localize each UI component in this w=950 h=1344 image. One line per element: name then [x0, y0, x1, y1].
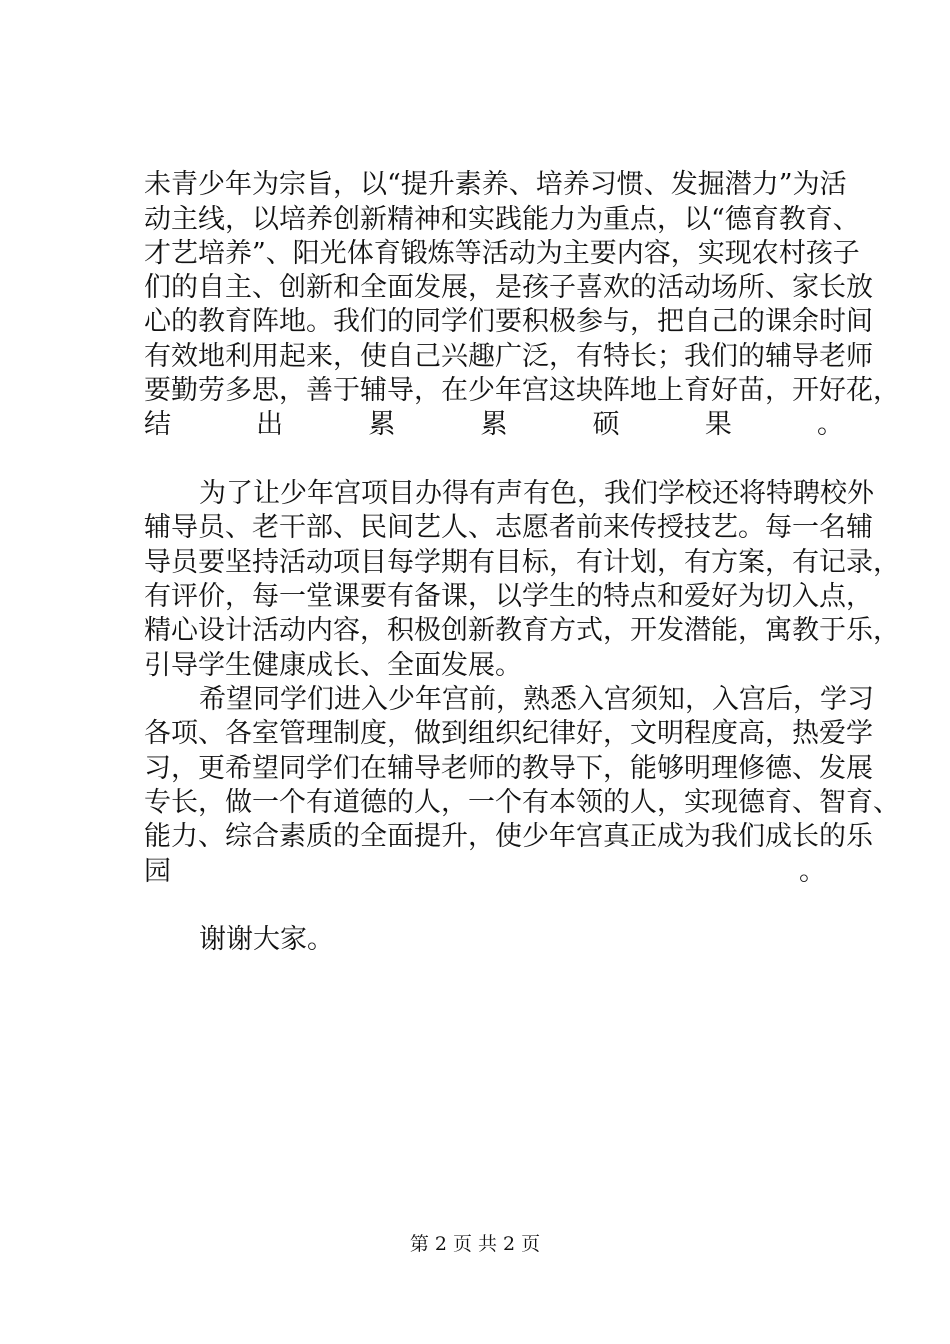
body-text-line: 才艺培养”、阳光体育锻炼等活动为主要内容，实现农村孩子 — [144, 238, 860, 269]
body-text-line: 要勤劳多思，善于辅导，在少年宫这块阵地上育好苗，开好花， — [144, 375, 900, 406]
body-text-line: 导员要坚持活动项目每学期有目标，有计划，有方案，有记录， — [144, 547, 900, 578]
body-text-line: 能力、综合素质的全面提升，使少年宫真正成为我们成长的乐 — [144, 821, 873, 852]
body-text-line: 引导学生健康成长、全面发展。 — [144, 650, 522, 681]
page-footer: 第 2 页 共 2 页 — [409, 1233, 541, 1255]
body-text-line: 精心设计活动内容，积极创新教育方式，开发潜能，寓教于乐， — [144, 615, 900, 646]
body-text-line: 有评价，每一堂课要有备课，以学生的特点和爱好为切入点， — [144, 581, 873, 612]
body-text-line: 专长，做一个有道德的人，一个有本领的人，实现德育、智育、 — [144, 787, 900, 818]
body-text-line: 们的自主、创新和全面发展，是孩子喜欢的活动场所、家长放 — [144, 272, 873, 303]
body-text-line: 未青少年为宗旨，以“提升素养、培养习惯、发掘潜力”为活 — [144, 169, 847, 200]
body-text-line: 习，更希望同学们在辅导老师的教导下，能够明理修德、发展 — [144, 753, 873, 784]
closing-line: 谢谢大家。 — [199, 924, 334, 955]
body-text-line: 有效地利用起来，使自己兴趣广泛，有特长；我们的辅导老师 — [144, 341, 873, 372]
paragraph-first-line: 希望同学们进入少年宫前，熟悉入宫须知，入宫后，学习 — [199, 684, 874, 715]
body-text-line: 园。 — [144, 856, 826, 887]
body-text-line: 结出累累硕果。 — [144, 409, 844, 440]
body-text-line: 各项、各室管理制度，做到组织纪律好，文明程度高，热爱学 — [144, 718, 873, 749]
paragraph-first-line: 为了让少年宫项目办得有声有色，我们学校还将特聘校外 — [199, 478, 874, 509]
body-text-line: 心的教育阵地。我们的同学们要积极参与，把自己的课余时间 — [144, 306, 873, 337]
body-text-line: 辅导员、老干部、民间艺人、志愿者前来传授技艺。每一名辅 — [144, 512, 873, 543]
body-text-line: 动主线，以培养创新精神和实践能力为重点，以“德育教育、 — [144, 204, 860, 235]
